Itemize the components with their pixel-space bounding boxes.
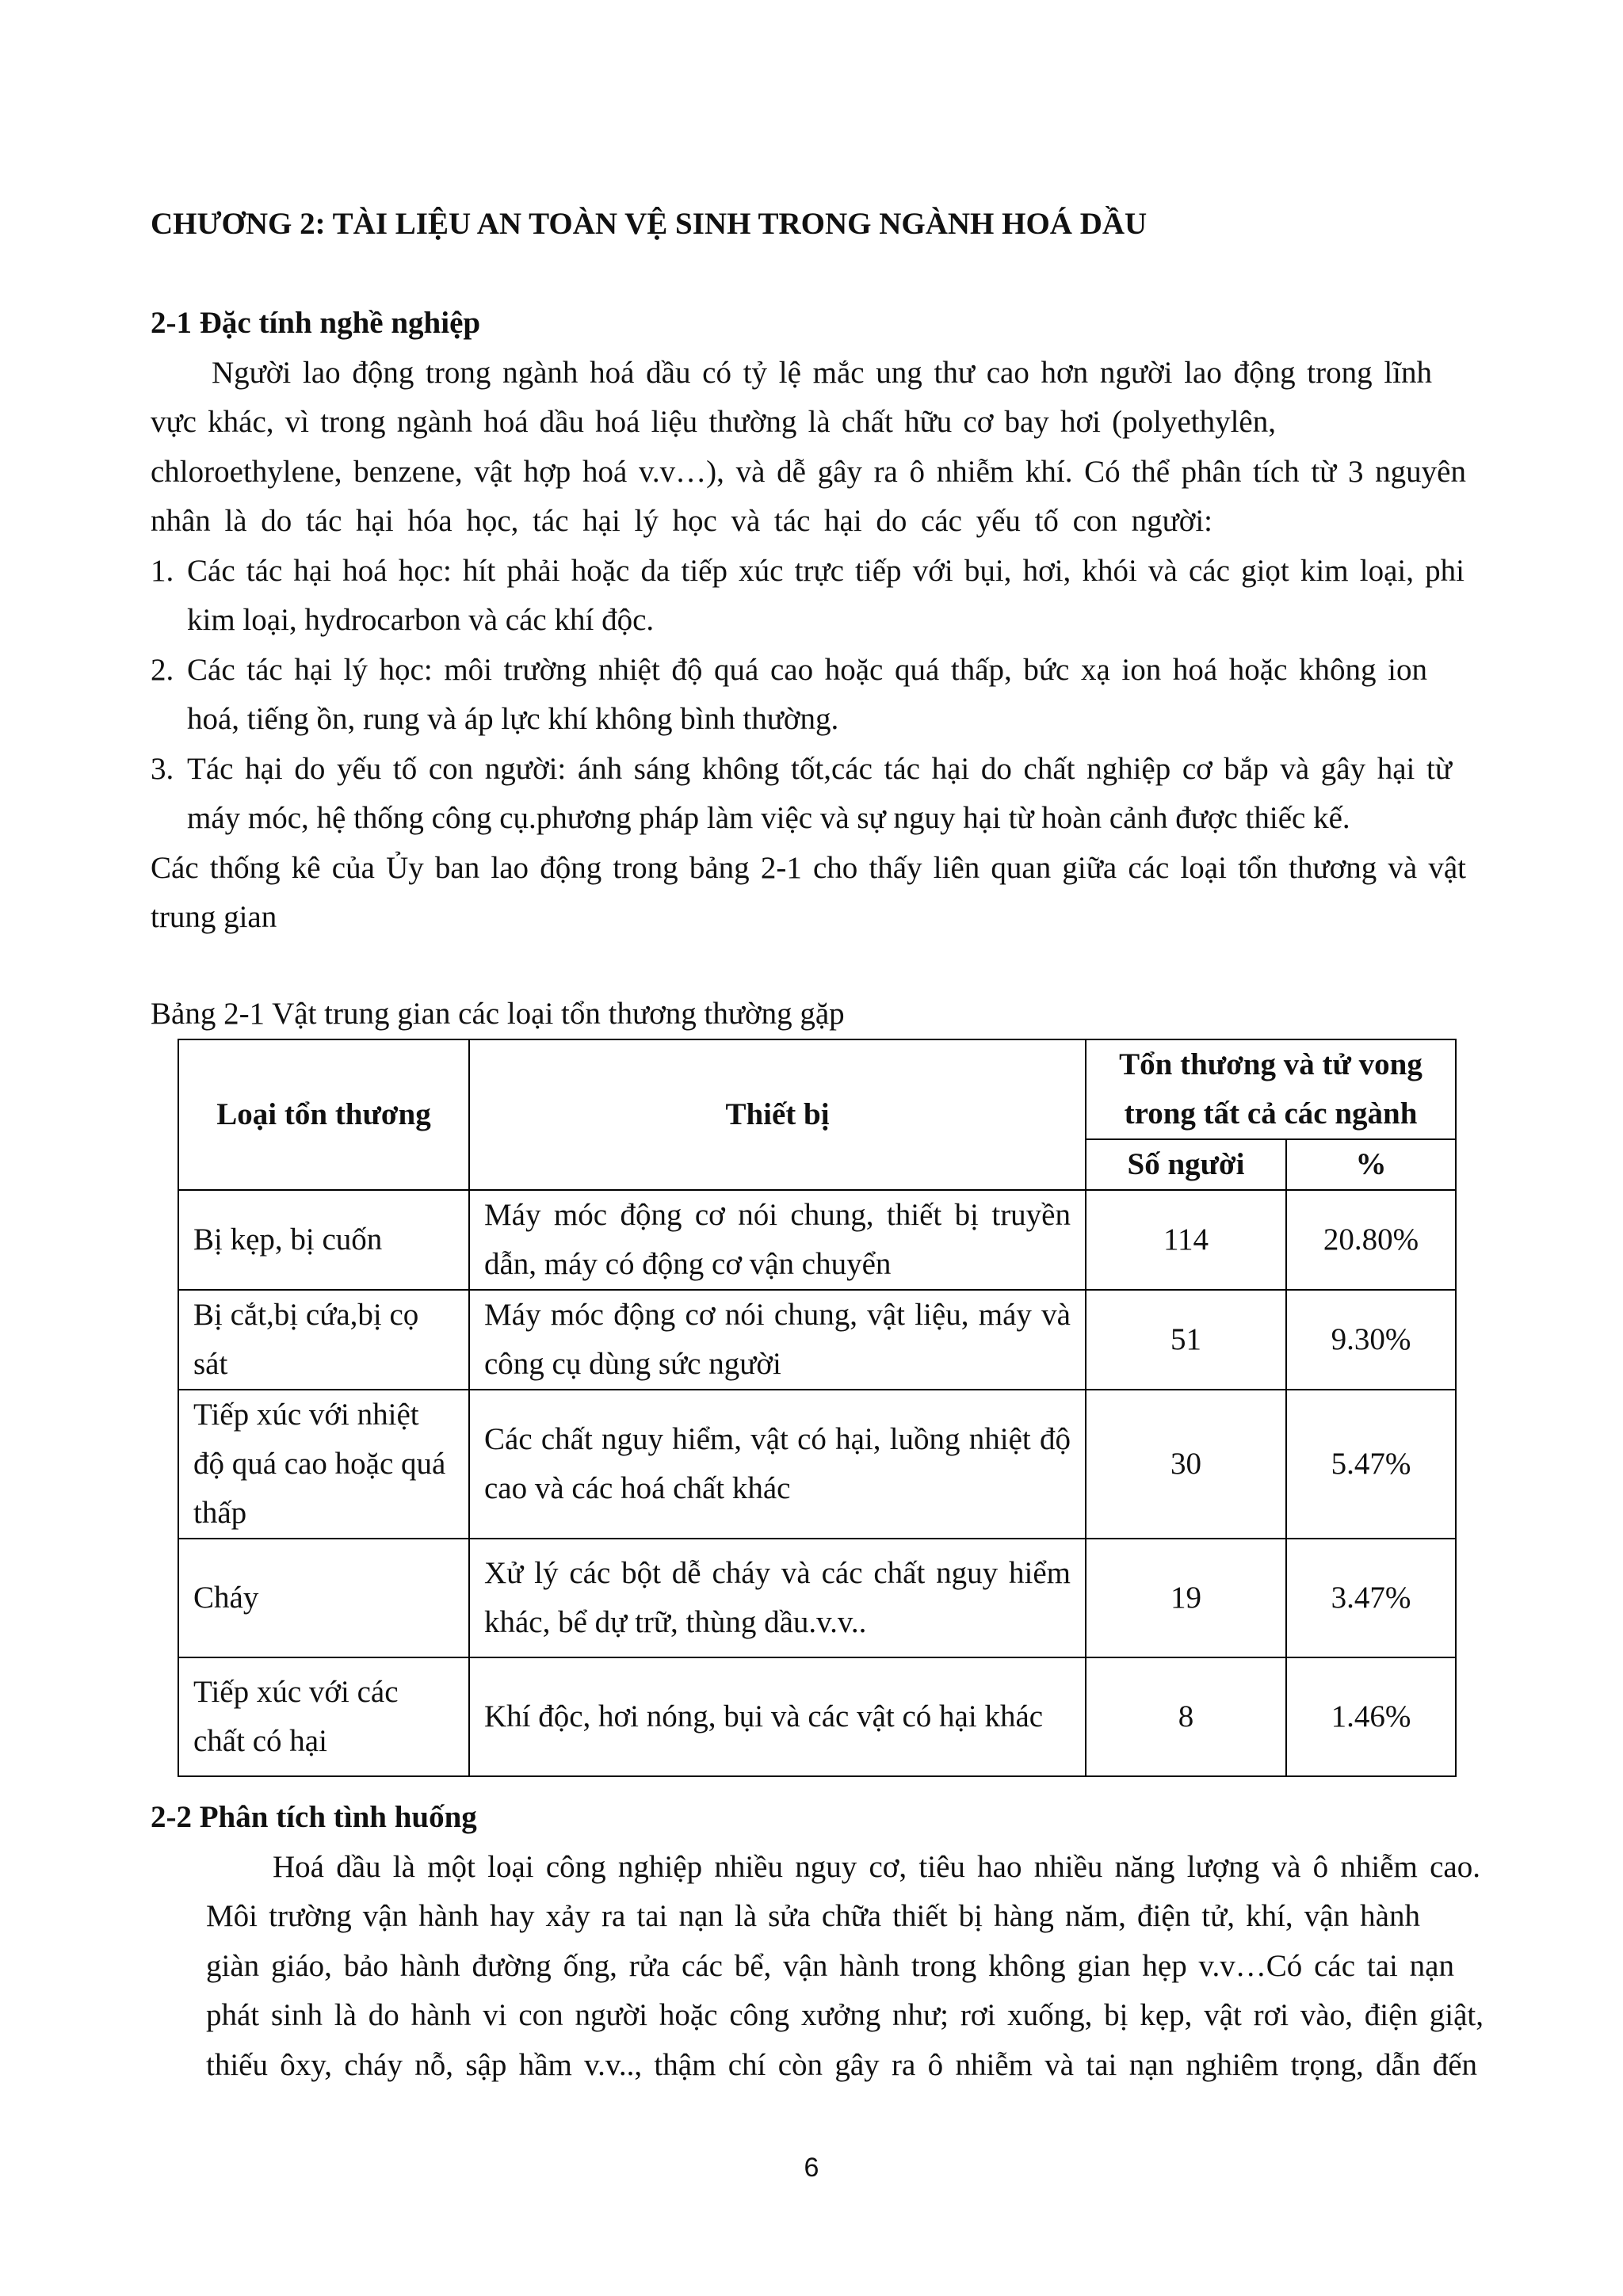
header-injury-type: Loại tổn thương — [178, 1039, 469, 1190]
cell-count: 19 — [1086, 1539, 1286, 1657]
paragraph-line: thiếu ôxy, cháy nỗ, sập hầm v.v.., thậm chí còn gây ra ô nhiễm và tai nạn nghiêm trọng, dẫn đến — [206, 2048, 1477, 2082]
paragraph-line: phát sinh là do hành vi con người hoặc công xưởng như; rơi xuống, bị kẹp, vật rơi vào, điện giật, — [206, 1998, 1484, 2032]
cell-injury-type: Tiếp xúc với các chất có hại — [178, 1657, 469, 1776]
cell-count: 30 — [1086, 1390, 1286, 1539]
cell-percent: 5.47% — [1286, 1390, 1456, 1539]
cell-count: 114 — [1086, 1190, 1286, 1290]
list-number: 2. — [151, 653, 174, 687]
cell-injury-type: Bị cắt,bị cứa,bị cọ sát — [178, 1290, 469, 1390]
cell-count: 51 — [1086, 1290, 1286, 1390]
paragraph-line: chloroethylene, benzene, vật hợp hoá v.v…), và dễ gây ra ô nhiễm khí. Có thể phân tích từ 3 nguyên — [151, 455, 1466, 489]
table-row — [178, 1290, 1456, 1390]
list-number: 3. — [151, 752, 174, 786]
section-heading-2-1: 2-1 Đặc tính nghề nghiệp — [151, 306, 481, 340]
cell-count: 8 — [1086, 1657, 1286, 1776]
paragraph-line: Hoá dầu là một loại công nghiệp nhiều nguy cơ, tiêu hao nhiều năng lượng và ô nhiễm cao. — [273, 1850, 1480, 1884]
section-heading-2-2: 2-2 Phân tích tình huống — [151, 1800, 477, 1834]
list-item-line: máy móc, hệ thống công cụ.phương pháp làm việc và sự nguy hại từ hoàn cảnh được thiếc kế. — [187, 801, 1350, 835]
list-item-line: Tác hại do yếu tố con người: ánh sáng không tốt,các tác hại do chất nghiệp cơ bắp và gây hại từ — [187, 752, 1452, 786]
table-row — [178, 1190, 1456, 1290]
cell-device: Khí độc, hơi nóng, bụi và các vật có hại khác — [469, 1657, 1086, 1776]
chapter-title: CHƯƠNG 2: TÀI LIỆU AN TOÀN VỆ SINH TRONG NGÀNH HOÁ DẦU — [151, 207, 1148, 241]
header-count: Số người — [1086, 1139, 1286, 1190]
table-caption: Bảng 2-1 Vật trung gian các loại tổn thương thường gặp — [151, 997, 845, 1031]
table-row — [178, 1539, 1456, 1657]
paragraph-line: Môi trường vận hành hay xảy ra tai nạn là sửa chữa thiết bị hàng năm, điện tử, khí, vận hành — [206, 1899, 1420, 1933]
cell-injury-type: Cháy — [178, 1539, 469, 1657]
paragraph-line: Người lao động trong ngành hoá dầu có tỷ lệ mắc ung thư cao hơn người lao động trong lĩnh — [212, 356, 1432, 390]
list-number: 1. — [151, 554, 174, 588]
cell-percent: 20.80% — [1286, 1190, 1456, 1290]
cell-device: Các chất nguy hiểm, vật có hại, luồng nhiệt độ cao và các hoá chất khác — [469, 1390, 1086, 1539]
list-item-line: Các tác hại hoá học: hít phải hoặc da tiếp xúc trực tiếp với bụi, hơi, khói và các giọt kim loại, phi — [187, 554, 1465, 588]
cell-device: Xử lý các bột dễ cháy và các chất nguy hiểm khác, bể dự trữ, thùng dầu.v.v.. — [469, 1539, 1086, 1657]
header-percent: % — [1286, 1139, 1456, 1190]
header-injury-death-group: Tổn thương và tử vong trong tất cả các ngành — [1086, 1039, 1456, 1139]
table-row — [178, 1390, 1456, 1539]
paragraph-line: giàn giáo, bảo hành đường ống, rửa các bể, vận hành trong không gian hẹp v.v…Có các tai nạn — [206, 1949, 1454, 1983]
table-row — [178, 1657, 1456, 1776]
cell-percent: 1.46% — [1286, 1657, 1456, 1776]
list-item-line: hoá, tiếng ồn, rung và áp lực khí không bình thường. — [187, 702, 839, 736]
cell-percent: 9.30% — [1286, 1290, 1456, 1390]
cell-device: Máy móc động cơ nói chung, vật liệu, máy và công cụ dùng sức người — [469, 1290, 1086, 1390]
paragraph-line: trung gian — [151, 900, 277, 934]
cell-device: Máy móc động cơ nói chung, thiết bị truyền dẫn, máy có động cơ vận chuyển — [469, 1190, 1086, 1290]
paragraph-line: nhân là do tác hại hóa học, tác hại lý học và tác hại do các yếu tố con người: — [151, 504, 1212, 538]
list-item-line: kim loại, hydrocarbon và các khí độc. — [187, 603, 655, 637]
list-item-line: Các tác hại lý học: môi trường nhiệt độ quá cao hoặc quá thấp, bức xạ ion hoá hoặc không ion — [187, 653, 1427, 687]
paragraph-line: vực khác, vì trong ngành hoá dầu hoá liệu thường là chất hữu cơ bay hơi (polyethylên, — [151, 405, 1276, 439]
page-number: 6 — [804, 2153, 819, 2183]
cell-injury-type: Tiếp xúc với nhiệt độ quá cao hoặc quá thấp — [178, 1390, 469, 1539]
paragraph-line: Các thống kê của Ủy ban lao động trong bảng 2-1 cho thấy liên quan giữa các loại tổn thương và vật — [151, 851, 1466, 885]
injury-table — [178, 1039, 1457, 1777]
cell-injury-type: Bị kẹp, bị cuốn — [178, 1190, 469, 1290]
header-device: Thiết bị — [469, 1039, 1086, 1190]
cell-percent: 3.47% — [1286, 1539, 1456, 1657]
